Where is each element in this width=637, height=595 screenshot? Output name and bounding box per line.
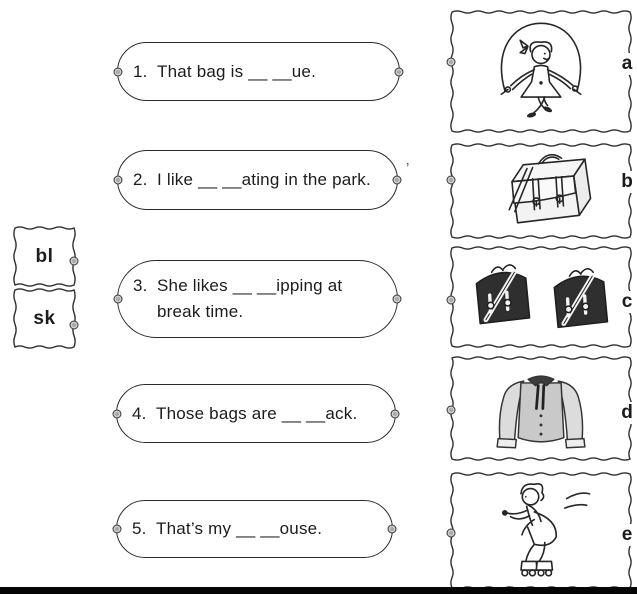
option-box-sk — [15, 290, 74, 347]
connector-dot-sentence-1-left[interactable] — [114, 67, 123, 76]
sentence-pill-5 — [116, 500, 393, 558]
blouse-icon — [483, 361, 599, 456]
connector-dot-bl[interactable] — [70, 257, 79, 266]
option-label-sk: sk — [33, 307, 56, 329]
connector-dot-sentence-1-right[interactable] — [395, 67, 404, 76]
connector-dot-picture-e[interactable] — [447, 529, 456, 538]
connector-dot-picture-b[interactable] — [447, 176, 456, 185]
page-bottom-rule — [0, 587, 637, 594]
connector-dot-sentence-2-left[interactable] — [114, 176, 123, 185]
connector-dot-sentence-3-right[interactable] — [393, 295, 402, 304]
connector-dot-sentence-5-left[interactable] — [113, 525, 122, 534]
sentence-pill-1 — [117, 42, 400, 101]
connector-dot-picture-a[interactable] — [447, 58, 456, 67]
sentence-pill-3 — [117, 260, 398, 338]
stray-apostrophe-mark: ’ — [406, 160, 410, 177]
connector-dot-picture-d[interactable] — [447, 406, 456, 415]
picture-box-b — [452, 145, 630, 237]
connector-dot-sentence-2-right[interactable] — [393, 176, 402, 185]
sentence-number: 2. — [133, 170, 148, 189]
option-label-bl: bl — [35, 245, 54, 267]
sentence-number: 5. — [132, 519, 147, 538]
sentence-pill-2 — [117, 150, 398, 210]
picture-letter-a: a — [617, 53, 637, 75]
picture-letter-e: e — [617, 524, 637, 546]
girl-skipping-rope-icon — [489, 16, 593, 128]
sentence-text: I like __ __ating in the park. — [157, 170, 371, 189]
picture-box-d — [452, 358, 630, 459]
picture-box-a — [452, 12, 630, 131]
sentence-number: 1. — [133, 61, 148, 81]
connector-dot-sk[interactable] — [70, 321, 79, 330]
picture-box-c — [452, 248, 630, 346]
connector-dot-sentence-4-left[interactable] — [113, 409, 122, 418]
sentence-text: That’s my __ __ouse. — [156, 519, 323, 538]
connector-dot-sentence-3-left[interactable] — [114, 295, 123, 304]
sentence-text: She likes __ __ipping at break time. — [157, 276, 343, 321]
girl-roller-skating-icon — [481, 477, 601, 585]
picture-letter-b: b — [617, 171, 637, 193]
connector-dot-sentence-5-right[interactable] — [388, 525, 397, 534]
sentence-text: Those bags are __ __ack. — [156, 403, 358, 423]
sentence-number: 4. — [132, 403, 147, 423]
sentence-number: 3. — [133, 276, 148, 295]
two-black-school-bags-icon — [465, 253, 617, 341]
picture-letter-c: c — [617, 291, 637, 313]
school-bag-icon — [480, 148, 602, 234]
sentence-pill-4 — [116, 384, 396, 443]
picture-letter-d: d — [617, 402, 637, 424]
sentence-text: That bag is __ __ue. — [157, 61, 317, 81]
picture-box-e — [452, 474, 630, 588]
connector-dot-picture-c[interactable] — [447, 296, 456, 305]
connector-dot-sentence-4-right[interactable] — [391, 409, 400, 418]
option-box-bl — [15, 228, 74, 285]
